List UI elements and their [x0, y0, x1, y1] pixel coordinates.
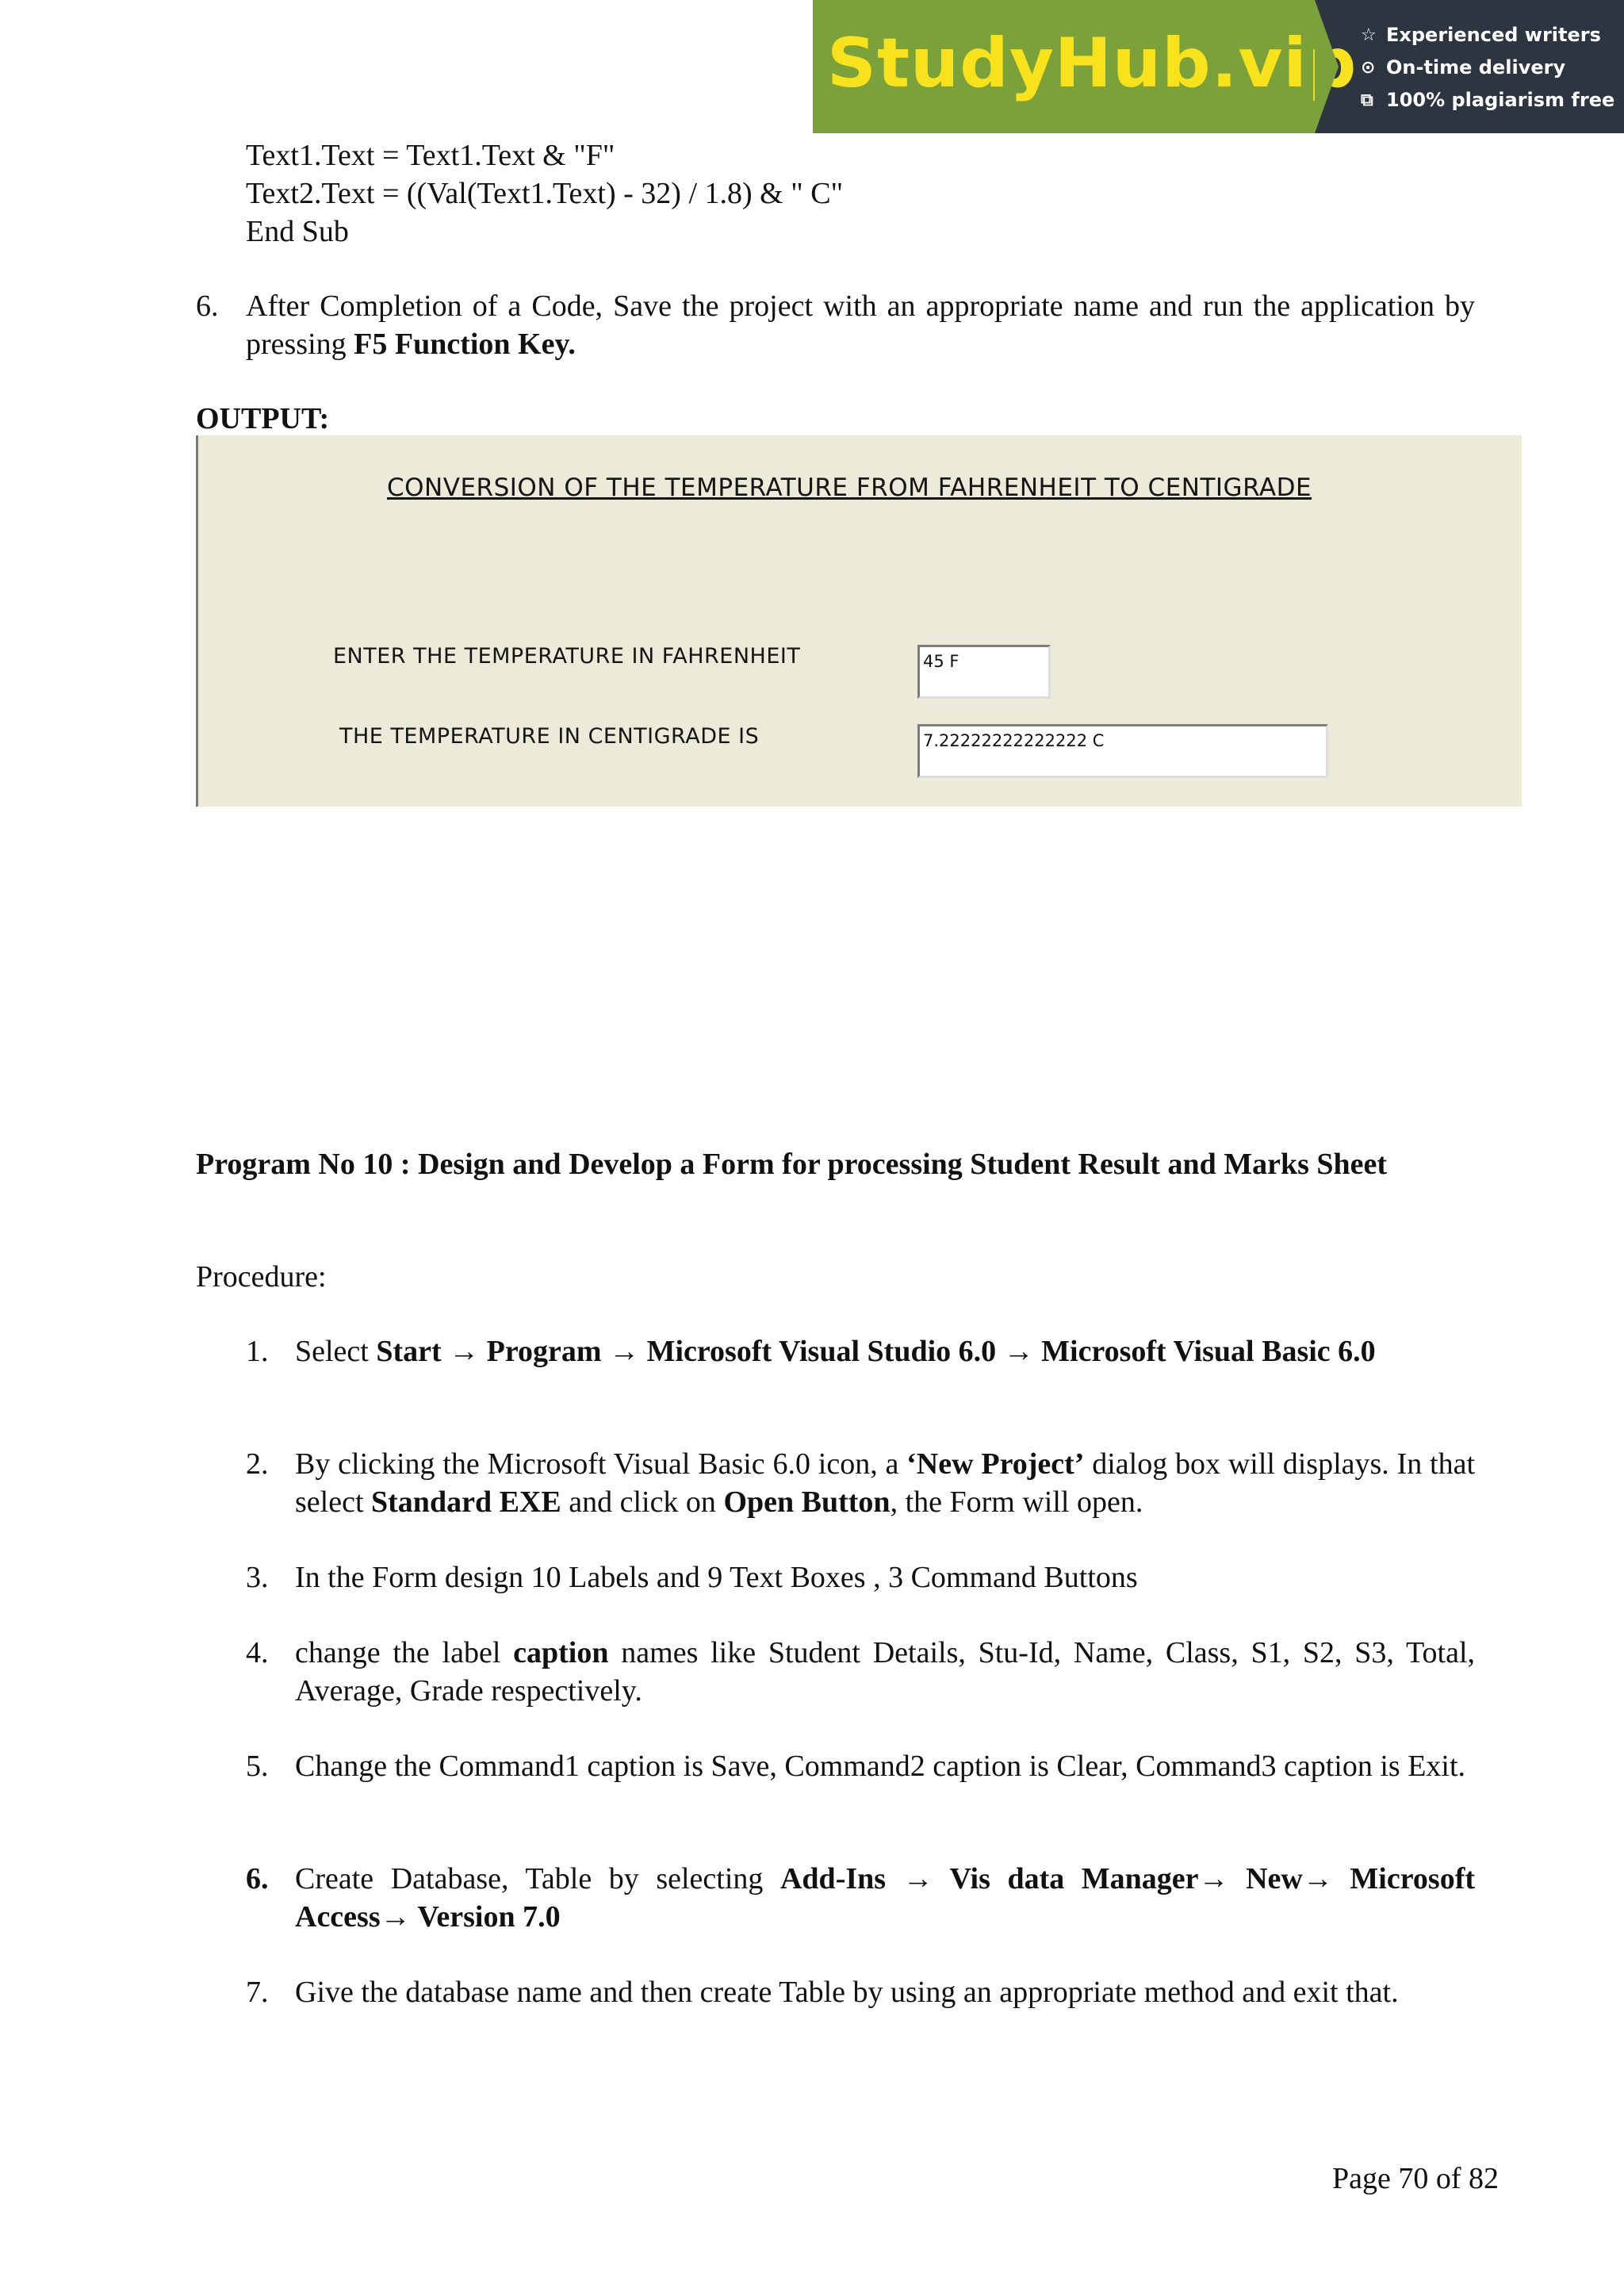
step4-text	[295, 1634, 1475, 1710]
step6-text-plain: After Completion of a Code, Save the project with an appropriate name and run the application by pressing	[246, 289, 1475, 361]
step2-number: 2.	[246, 1447, 269, 1481]
code-line-3: End Sub	[246, 215, 349, 248]
step4-caption: caption	[513, 1636, 609, 1669]
fahrenheit-label: ENTER THE TEMPERATURE IN FAHRENHEIT	[333, 644, 801, 669]
output-heading: OUTPUT:	[196, 402, 330, 435]
step2-new-project: ‘New Project’	[906, 1447, 1085, 1481]
step3-number: 3.	[246, 1561, 269, 1594]
feature-text: On-time delivery	[1386, 56, 1566, 79]
feature-text: 100% plagiarism free	[1386, 89, 1615, 111]
banner-notch	[1315, 0, 1339, 133]
centigrade-output[interactable]: 7.22222222222222 C	[917, 724, 1328, 778]
step7-number: 7.	[246, 1976, 269, 2009]
feature-on-time-delivery	[1361, 52, 1624, 84]
step2-text-part1: By clicking the Microsoft Visual Basic 6.0 icon, a	[295, 1447, 907, 1481]
step2-text	[295, 1445, 1475, 1521]
code-line-2: Text2.Text = ((Val(Text1.Text) - 32) / 1.8) & " C"	[246, 177, 844, 210]
p10-step6-text	[295, 1860, 1475, 1936]
step4-text-part2: names like Student Details, Stu-Id, Name, Class, S1, S2, S3, Total, Average, Grade respectively.	[295, 1636, 1475, 1708]
procedure-label: Procedure:	[196, 1260, 327, 1294]
feature-experienced-writers	[1361, 19, 1624, 52]
step5-number: 5.	[246, 1750, 269, 1783]
step1-text-bold: Start → Program → Microsoft Visual Studio 6.0 → Microsoft Visual Basic 6.0	[376, 1335, 1376, 1368]
clock-icon: ⊙	[1361, 58, 1376, 78]
step1-text	[295, 1332, 1475, 1370]
star-outline-icon: ☆	[1361, 25, 1377, 45]
step2-text-part2: dialog box will displays. In that select	[295, 1447, 1476, 1519]
vb-form-title: CONVERSION OF THE TEMPERATURE FROM FAHRENHEIT TO CENTIGRADE	[387, 473, 1312, 502]
step6-text-bold: F5 Function Key.	[354, 328, 576, 361]
p10-step6-number: 6.	[246, 1862, 269, 1895]
step2-text-part4: , the Form will open.	[890, 1485, 1143, 1519]
feature-plagiarism-free	[1361, 84, 1624, 117]
banner-features	[1315, 0, 1624, 133]
studyhub-logo: StudyHub.vip	[827, 24, 1358, 103]
fahrenheit-input[interactable]: 45 F	[917, 645, 1051, 699]
p10-step6-text-plain: Create Database, Table by selecting	[295, 1862, 780, 1895]
step2-standard-exe: Standard EXE	[371, 1485, 561, 1519]
step6-text	[246, 287, 1475, 363]
feature-text: Experienced writers	[1386, 24, 1601, 46]
p10-step6-text-bold: Add-Ins → Vis data Manager→ New→ Microsoft Access→ Version 7.0	[295, 1862, 1475, 1934]
step1-number: 1.	[246, 1335, 269, 1368]
code-line-1: Text1.Text = Text1.Text & "F"	[246, 139, 615, 172]
step4-number: 4.	[246, 1636, 269, 1669]
step1-text-plain: Select	[295, 1335, 377, 1368]
step6-number: 6.	[196, 289, 219, 323]
page-number: Page 70 of 82	[1331, 2162, 1499, 2195]
program10-heading: Program No 10 : Design and Develop a Form for processing Student Result and Marks Sheet	[196, 1148, 1388, 1181]
step2-text-part3: and click on	[561, 1485, 724, 1519]
banner-logo-panel	[813, 0, 1358, 133]
step5-text: Change the Command1 caption is Save, Command2 caption is Clear, Command3 caption is Exit.	[295, 1750, 1466, 1783]
step4-text-part1: change the label	[295, 1636, 514, 1669]
step3-text: In the Form design 10 Labels and 9 Text Boxes , 3 Command Buttons	[295, 1561, 1138, 1594]
studyhub-banner[interactable]	[813, 0, 1624, 133]
document-copy-icon: ⧉	[1361, 90, 1373, 110]
step7-text: Give the database name and then create Table by using an appropriate method and exit that.	[295, 1976, 1399, 2009]
centigrade-label: THE TEMPERATURE IN CENTIGRADE IS	[339, 724, 760, 749]
step2-open-button: Open Button	[723, 1485, 891, 1519]
vb-form-output	[196, 435, 1522, 807]
